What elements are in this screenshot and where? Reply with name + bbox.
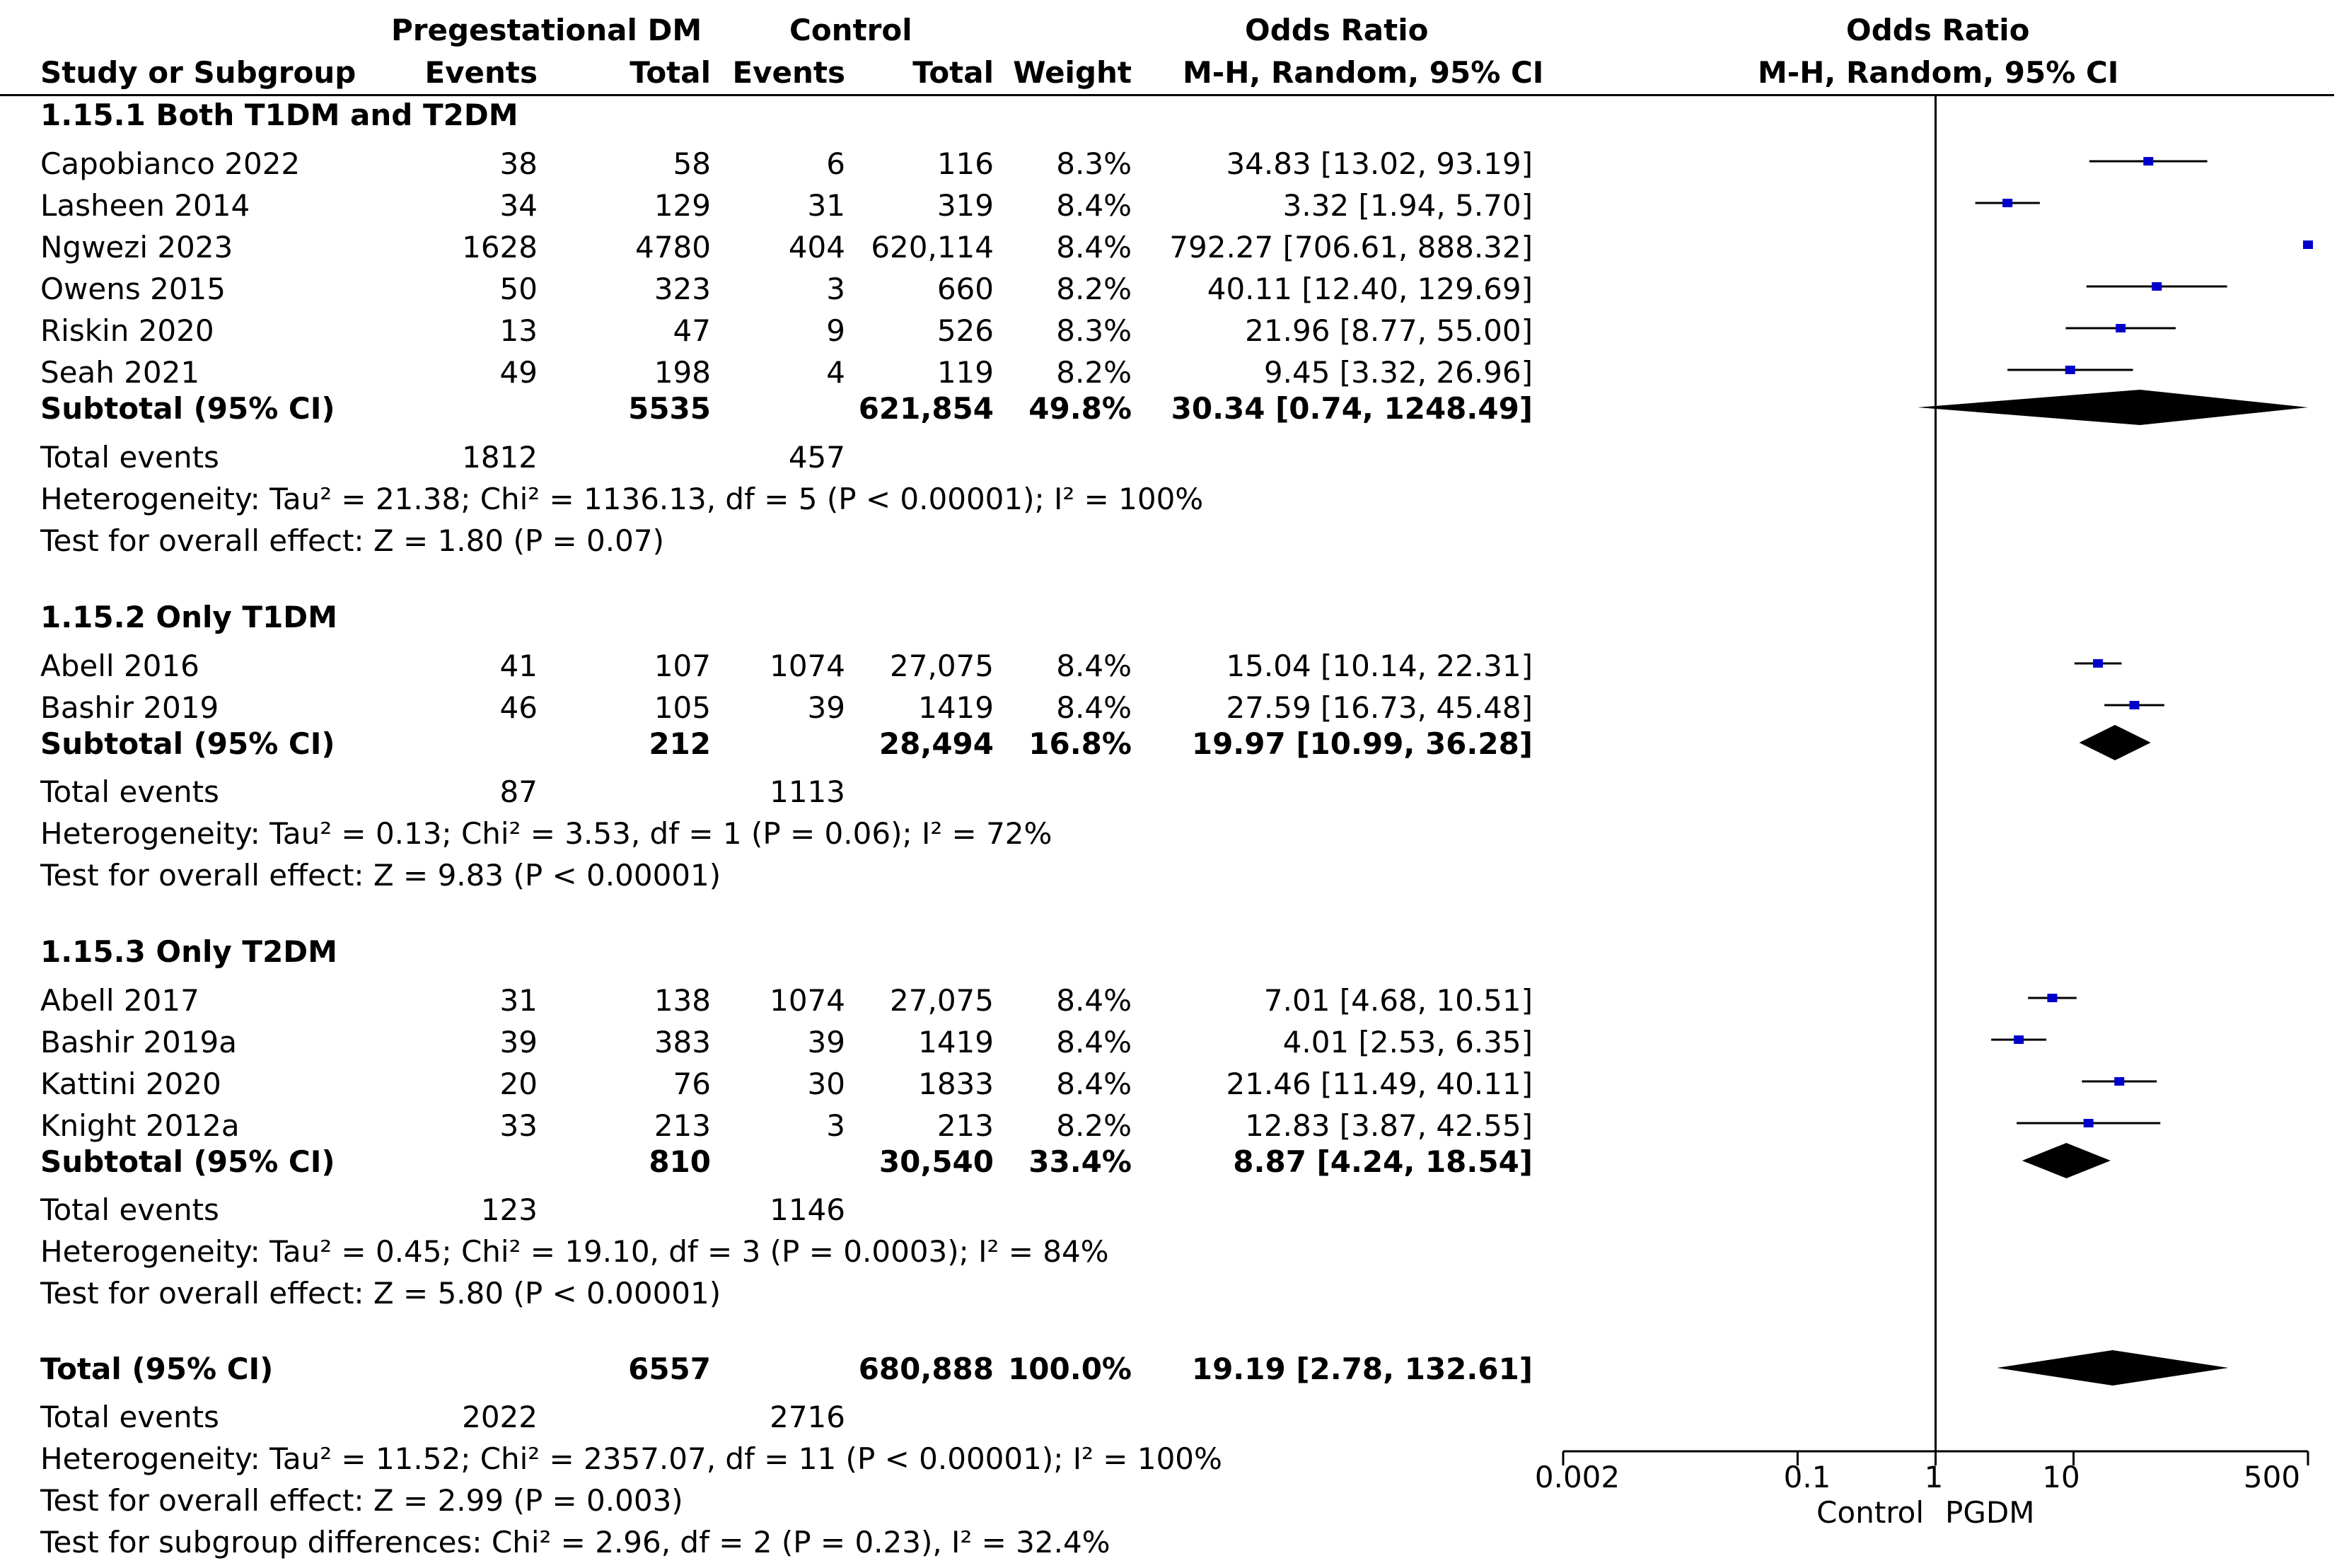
ctrl-total: 27,075 [890, 649, 994, 683]
ctrl-events: 1074 [770, 649, 845, 683]
weight: 8.4% [1056, 188, 1132, 223]
ctrl-events: 3 [826, 1108, 845, 1143]
odds-ratio-ci: 34.83 [13.02, 93.19] [1226, 146, 1533, 181]
study-marker [2093, 659, 2103, 668]
subtotal-label: Subtotal (95% CI) [40, 391, 335, 426]
weight: 8.2% [1056, 272, 1132, 306]
odds-ratio-ci: 21.96 [8.77, 55.00] [1245, 313, 1533, 348]
total-events-label: Total events [40, 1400, 219, 1434]
ctrl-events: 6 [826, 146, 845, 181]
exp-total: 138 [654, 983, 711, 1018]
ctrl-events: 4 [826, 355, 845, 390]
exp-events: 1628 [462, 230, 538, 265]
study-marker [2152, 282, 2162, 291]
overall-effect-text: Test for overall effect: Z = 9.83 (P < 0.00001) [40, 858, 721, 893]
exp-total: 105 [654, 690, 711, 725]
study-marker [2065, 366, 2075, 374]
total-events-ctrl: 1113 [770, 774, 845, 809]
weight: 8.4% [1056, 649, 1132, 683]
total-events-ctrl: 1146 [770, 1192, 845, 1227]
exp-events: 39 [499, 1025, 538, 1059]
subgroup-title: 1.15.1 Both T1DM and T2DM [40, 98, 518, 132]
axis-tick-label: 10 [2042, 1460, 2080, 1494]
exp-events: 20 [499, 1067, 538, 1101]
odds-ratio-ci: 19.19 [2.78, 132.61] [1191, 1352, 1533, 1386]
subgroup-title: 1.15.3 Only T2DM [40, 934, 337, 969]
total-events-ctrl: 457 [788, 440, 845, 475]
ctrl-total: 319 [936, 188, 994, 223]
weight: 49.8% [1028, 391, 1132, 426]
col-header-exp-events: Events [424, 55, 538, 90]
study-name: Kattini 2020 [40, 1067, 221, 1101]
overall-effect-text: Test for overall effect: Z = 1.80 (P = 0.07) [40, 523, 664, 558]
subtotal-label: Subtotal (95% CI) [40, 726, 335, 761]
group-header-control: Control [789, 13, 912, 47]
heterogeneity-text: Heterogeneity: Tau² = 11.52; Chi² = 2357.07, df = 11 (P < 0.00001); I² = 100% [40, 1441, 1222, 1476]
odds-ratio-ci: 27.59 [16.73, 45.48] [1226, 690, 1533, 725]
weight: 8.4% [1056, 1067, 1132, 1101]
exp-total: 6557 [628, 1352, 711, 1386]
odds-ratio-ci: 21.46 [11.49, 40.11] [1226, 1067, 1533, 1101]
study-name: Riskin 2020 [40, 313, 214, 348]
exp-events: 33 [499, 1108, 538, 1143]
ctrl-events: 30 [807, 1067, 845, 1101]
study-marker [2114, 1077, 2124, 1086]
odds-ratio-ci: 30.34 [0.74, 1248.49] [1171, 391, 1533, 426]
axis-tick-label: 0.002 [1534, 1460, 1620, 1494]
study-marker [2116, 324, 2125, 332]
col-header-weight: Weight [1013, 55, 1132, 90]
exp-total: 58 [673, 146, 711, 181]
ctrl-total: 526 [936, 313, 994, 348]
exp-events: 13 [499, 313, 538, 348]
exp-events: 31 [499, 983, 538, 1018]
exp-events: 41 [499, 649, 538, 683]
study-name: Bashir 2019 [40, 690, 219, 725]
odds-ratio-ci: 7.01 [4.68, 10.51] [1263, 983, 1533, 1018]
exp-events: 49 [499, 355, 538, 390]
ctrl-total: 116 [936, 146, 994, 181]
odds-ratio-ci: 4.01 [2.53, 6.35] [1282, 1025, 1533, 1059]
study-name: Ngwezi 2023 [40, 230, 233, 265]
weight: 8.4% [1056, 230, 1132, 265]
col-header-ctrl-events: Events [732, 55, 845, 90]
weight: 33.4% [1028, 1144, 1132, 1179]
overall-effect-text: Test for overall effect: Z = 2.99 (P = 0.003) [40, 1483, 683, 1518]
weight: 8.3% [1056, 146, 1132, 181]
exp-events: 34 [499, 188, 538, 223]
subtotal-label: Subtotal (95% CI) [40, 1144, 335, 1179]
favours-control-label: Control [1816, 1495, 1924, 1530]
col-header-study: Study or Subgroup [40, 55, 356, 90]
total-events-exp: 2022 [462, 1400, 538, 1434]
total-events-exp: 123 [480, 1192, 538, 1227]
group-header-pregestational: Pregestational DM [391, 13, 702, 47]
weight: 8.2% [1056, 355, 1132, 390]
ctrl-total: 28,494 [878, 726, 994, 761]
weight: 8.2% [1056, 1108, 1132, 1143]
heterogeneity-text: Heterogeneity: Tau² = 21.38; Chi² = 1136.13, df = 5 (P < 0.00001); I² = 100% [40, 482, 1204, 516]
study-marker [2002, 199, 2012, 207]
ctrl-events: 404 [788, 230, 845, 265]
odds-ratio-ci: 792.27 [706.61, 888.32] [1169, 230, 1533, 265]
ctrl-total: 1419 [918, 690, 994, 725]
study-name: Seah 2021 [40, 355, 200, 390]
odds-ratio-ci: 40.11 [12.40, 129.69] [1207, 272, 1533, 306]
favours-pgdm-label: PGDM [1945, 1495, 2035, 1530]
study-name: Knight 2012a [40, 1108, 240, 1143]
total-events-ctrl: 2716 [770, 1400, 845, 1434]
study-marker [2130, 701, 2140, 709]
exp-total: 107 [654, 649, 711, 683]
subtotal-diamond [2022, 1143, 2111, 1178]
weight: 8.4% [1056, 1025, 1132, 1059]
total-events-label: Total events [40, 1192, 219, 1227]
ctrl-events: 39 [807, 1025, 845, 1059]
exp-total: 129 [654, 188, 711, 223]
ctrl-total: 660 [936, 272, 994, 306]
col-header-exp-total: Total [630, 55, 711, 90]
ctrl-total: 621,854 [858, 391, 994, 426]
odds-ratio-ci: 8.87 [4.24, 18.54] [1233, 1144, 1533, 1179]
weight: 8.4% [1056, 690, 1132, 725]
study-name: Owens 2015 [40, 272, 226, 306]
axis-tick-label: 500 [2243, 1460, 2301, 1494]
exp-events: 46 [499, 690, 538, 725]
ctrl-total: 30,540 [878, 1144, 994, 1179]
ctrl-total: 680,888 [858, 1352, 994, 1386]
or-column-method: M-H, Random, 95% CI [1183, 55, 1544, 90]
odds-ratio-ci: 12.83 [3.87, 42.55] [1245, 1108, 1533, 1143]
overall-total-label: Total (95% CI) [40, 1352, 274, 1386]
weight: 16.8% [1028, 726, 1132, 761]
or-column-title: Odds Ratio [1245, 13, 1429, 47]
ctrl-total: 119 [936, 355, 994, 390]
study-name: Bashir 2019a [40, 1025, 237, 1059]
ctrl-total: 1419 [918, 1025, 994, 1059]
exp-total: 212 [649, 726, 711, 761]
heterogeneity-text: Heterogeneity: Tau² = 0.13; Chi² = 3.53, df = 1 (P = 0.06); I² = 72% [40, 816, 1052, 851]
heterogeneity-text: Heterogeneity: Tau² = 0.45; Chi² = 19.10, df = 3 (P = 0.0003); I² = 84% [40, 1234, 1109, 1269]
weight: 100.0% [1008, 1352, 1132, 1386]
overall-diamond [1997, 1350, 2228, 1386]
exp-total: 383 [654, 1025, 711, 1059]
ctrl-events: 1074 [770, 983, 845, 1018]
ctrl-total: 27,075 [890, 983, 994, 1018]
study-name: Abell 2017 [40, 983, 199, 1018]
col-header-ctrl-total: Total [912, 55, 994, 90]
exp-total: 5535 [628, 391, 711, 426]
ctrl-total: 1833 [918, 1067, 994, 1101]
ctrl-events: 9 [826, 313, 845, 348]
exp-total: 213 [654, 1108, 711, 1143]
plot-method: M-H, Random, 95% CI [1758, 55, 2119, 90]
study-marker [2047, 994, 2057, 1002]
exp-events: 38 [499, 146, 538, 181]
exp-total: 198 [654, 355, 711, 390]
axis-tick-label: 0.1 [1783, 1460, 1831, 1494]
ctrl-total: 620,114 [871, 230, 994, 265]
ctrl-total: 213 [936, 1108, 994, 1143]
study-name: Abell 2016 [40, 649, 199, 683]
subgroup-differences-text: Test for subgroup differences: Chi² = 2.96, df = 2 (P = 0.23), I² = 32.4% [40, 1525, 1110, 1560]
ctrl-events: 31 [807, 188, 845, 223]
exp-total: 810 [649, 1144, 711, 1179]
odds-ratio-ci: 19.97 [10.99, 36.28] [1191, 726, 1533, 761]
ctrl-events: 3 [826, 272, 845, 306]
exp-total: 4780 [635, 230, 711, 265]
study-marker [2014, 1035, 2024, 1044]
subtotal-diamond [1918, 390, 2308, 425]
odds-ratio-ci: 3.32 [1.94, 5.70] [1282, 188, 1533, 223]
subgroup-title: 1.15.2 Only T1DM [40, 600, 337, 634]
exp-total: 76 [673, 1067, 711, 1101]
weight: 8.3% [1056, 313, 1132, 348]
plot-title: Odds Ratio [1846, 13, 2030, 47]
study-name: Capobianco 2022 [40, 146, 301, 181]
exp-total: 323 [654, 272, 711, 306]
axis-tick-label: 1 [1924, 1460, 1944, 1494]
study-marker [2303, 240, 2313, 249]
study-marker [2084, 1119, 2094, 1127]
odds-ratio-ci: 15.04 [10.14, 22.31] [1226, 649, 1533, 683]
subtotal-diamond [2080, 725, 2151, 760]
overall-effect-text: Test for overall effect: Z = 5.80 (P < 0.00001) [40, 1276, 721, 1311]
study-marker [2143, 157, 2153, 165]
exp-total: 47 [673, 313, 711, 348]
study-name: Lasheen 2014 [40, 188, 250, 223]
weight: 8.4% [1056, 983, 1132, 1018]
total-events-exp: 87 [499, 774, 538, 809]
odds-ratio-ci: 9.45 [3.32, 26.96] [1263, 355, 1533, 390]
total-events-label: Total events [40, 440, 219, 475]
total-events-label: Total events [40, 774, 219, 809]
exp-events: 50 [499, 272, 538, 306]
ctrl-events: 39 [807, 690, 845, 725]
total-events-exp: 1812 [462, 440, 538, 475]
